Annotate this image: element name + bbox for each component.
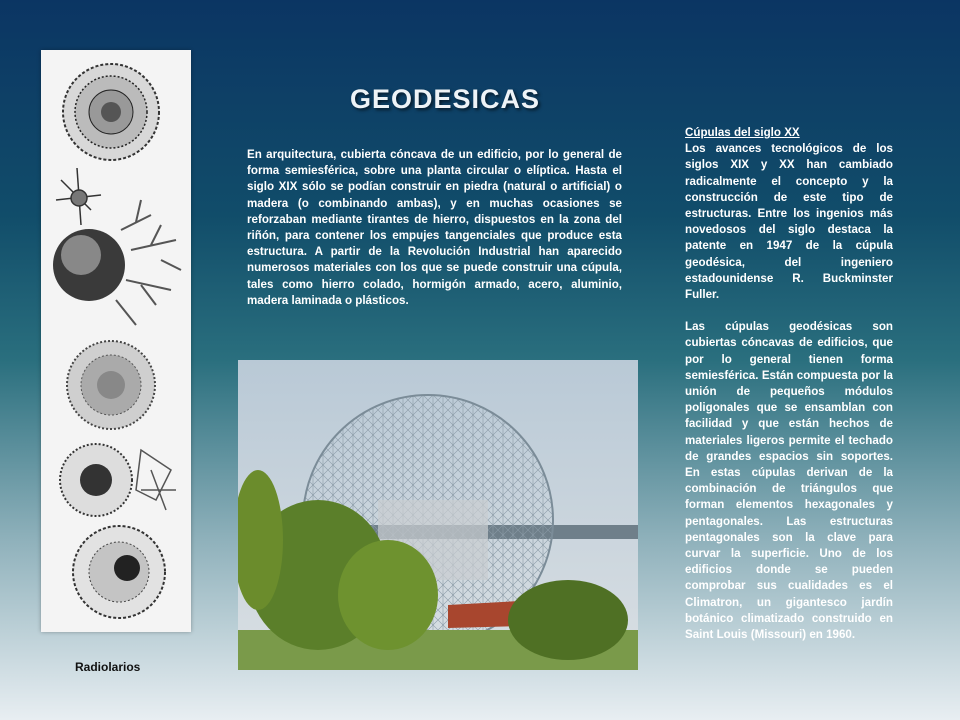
right-subtitle: Cúpulas del siglo XX: [685, 126, 800, 139]
right-paragraph-2: Las cúpulas geodésicas son cubiertas cóncavas de edificios, que por lo general tienen forma semiesférica. Están compuesta por la unión de pequeños módulos poligonales que se ensamblan con facilidad y que están hechos de materiales ligeros permite el techado de grandes espacios sin soportes. En estas cúpulas derivan de la combinación de triángulos que forman elementos hexagonales y pentagonales. Las estructuras pentagonales son la clave para curvar la superficie. Uno de los edificios donde se pueden comprobar sus cualidades es el Climatron, un gigantesco jardín botánico climatizado construido en Saint Louis (Missouri) en 1960.: [685, 320, 893, 642]
radiolarios-illustration: [41, 50, 191, 632]
intro-paragraph: En arquitectura, cubierta cóncava de un edificio, por lo general de forma semiesférica, sobre una planta circular o elíptica. Hasta el siglo XIX sólo se podían construir en piedra (natural o artificial) o madera (o combinando ambas), y en muchas ocasiones se reforzaban mediante tirantes de hierro, dispuestos en la zona del riñón, para contener los empujes tangenciales que produce esta estructura. A partir de la Revolución Industrial han aparecido numerosos materiales con los que se puede construir una cúpula, tales como hierro colado, hormigón armado, acero, aluminio, madera laminada o plásticos.: [247, 148, 622, 307]
radiolarian-4: [67, 341, 155, 429]
geodesic-dome-photo: [238, 360, 638, 670]
page-title: GEODESICAS: [349, 84, 541, 114]
radiolarian-1: [63, 64, 159, 160]
right-paragraph-1: Los avances tecnológicos de los siglos XIX y XX han cambiado radicalmente el concepto y la construcción de este tipo de estructuras. Entre los ingenios más novedosos del siglo destaca la patente en 1947 de la cúpula geodésica, del ingeniero estadounidense R. Buckminster Fuller.: [685, 142, 893, 302]
radiolarios-caption: Radiolarios: [75, 660, 141, 674]
right-column: [685, 125, 893, 643]
radiolarian-6: [73, 526, 165, 618]
